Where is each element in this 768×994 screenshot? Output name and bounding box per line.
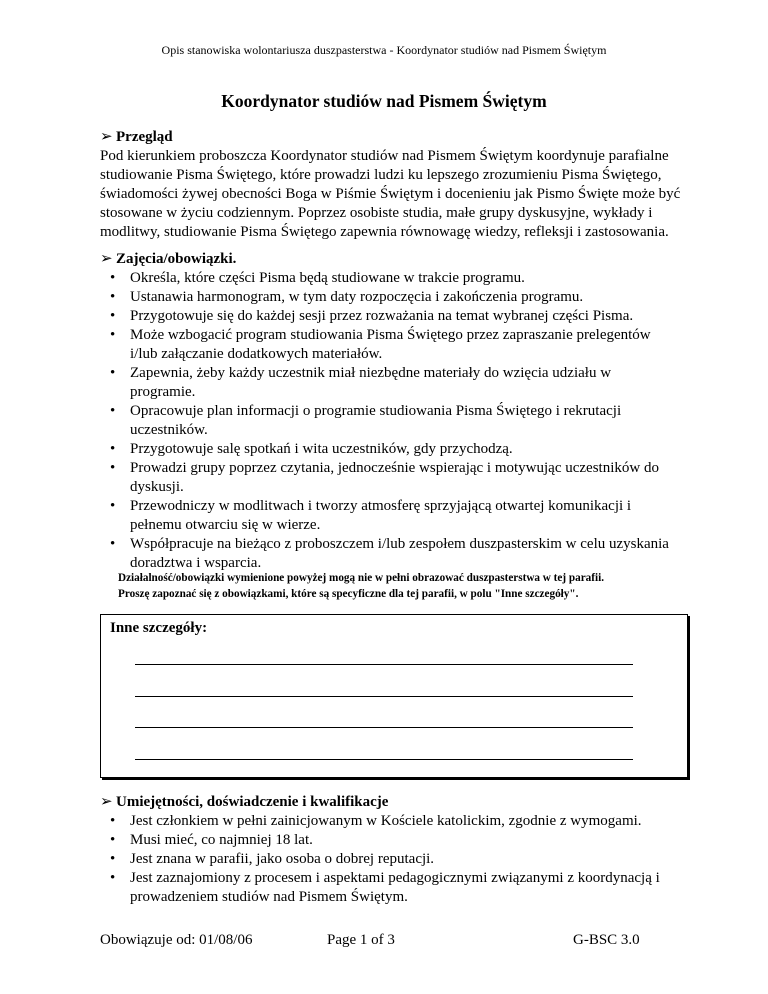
note-line: Proszę zapoznać się z obowiązkami, które są specyficzne dla tej parafii, w polu "Inne szczegóły". <box>118 588 579 600</box>
overview-heading-text: Przegląd <box>116 129 173 145</box>
details-fill-line[interactable] <box>135 664 633 665</box>
list-item: • Musi mieć, co najmniej 18 lat. <box>110 832 313 848</box>
arrow-bullet-icon: ➢ <box>100 129 113 145</box>
footer-effective-date: Obowiązuje od: 01/08/06 <box>100 932 253 948</box>
overview-line: modlitwy, studiowanie Pisma Świętego zapewnia równowagę wiedzy, refleksji i zastosowania. <box>100 224 669 240</box>
bullet-icon: • <box>110 270 116 286</box>
arrow-bullet-icon: ➢ <box>100 251 113 267</box>
other-details-label: Inne szczegóły: <box>110 620 208 636</box>
footer-page-number: Page 1 of 3 <box>327 932 395 948</box>
other-details-box <box>100 614 688 778</box>
arrow-bullet-icon: ➢ <box>100 794 113 810</box>
list-item: • Przygotowuje się do każdej sesji przez rozważania na temat wybranej części Pisma. <box>110 308 634 324</box>
skills-list <box>100 812 690 907</box>
bullet-icon: • <box>110 536 116 552</box>
bullet-icon: • <box>110 308 116 324</box>
list-item: • Jest zaznajomiony z procesem i aspektami pedagogicznymi związanymi z koordynacją i prowadzeniem studiów nad Pismem Świętym. <box>110 870 660 905</box>
overview-line: studiowanie Pisma Świętego, które prowadzi ludzi ku lepszego zrozumieniu Pisma Świętego, <box>100 167 662 183</box>
details-fill-line[interactable] <box>135 696 633 697</box>
list-item: • Współpracuje na bieżąco z proboszczem i/lub zespołem duszpasterskim w celu uzyskania doradztwa i wsparcia. <box>110 536 669 571</box>
bullet-icon: • <box>110 851 116 867</box>
bullet-icon: • <box>110 870 116 886</box>
list-item: • Zapewnia, żeby każdy uczestnik miał niezbędne materiały do wzięcia udziału w programie. <box>110 365 612 400</box>
page-title: Koordynator studiów nad Pismem Świętym <box>221 91 547 111</box>
page-header: Opis stanowiska wolontariusza duszpasterstwa - Koordynator studiów nad Pismem Świętym <box>161 43 607 57</box>
overview-heading <box>100 128 690 147</box>
list-item: • Ustanawia harmonogram, w tym daty rozpoczęcia i zakończenia programu. <box>110 289 584 305</box>
skills-heading <box>100 793 690 812</box>
overview-text <box>100 147 690 242</box>
bullet-icon: • <box>110 813 116 829</box>
bullet-icon: • <box>110 327 116 343</box>
list-item: • Opracowuje plan informacji o programie studiowania Pisma Świętego i rekrutacji uczestników. <box>110 403 622 438</box>
details-fill-line[interactable] <box>135 727 633 728</box>
skills-section <box>100 793 690 907</box>
bullet-icon: • <box>110 460 116 476</box>
bullet-icon: • <box>110 365 116 381</box>
duties-note <box>118 570 698 602</box>
list-item: • Przygotowuje salę spotkań i wita uczestników, gdy przychodzą. <box>110 441 513 457</box>
bullet-icon: • <box>110 403 116 419</box>
bullet-icon: • <box>110 441 116 457</box>
list-item: • Określa, które części Pisma będą studiowane w trakcie programu. <box>110 270 525 286</box>
note-line: Działalność/obowiązki wymienione powyżej mogą nie w pełni obrazować duszpasterstwa w tej parafii. <box>118 572 605 584</box>
duties-section <box>100 250 690 573</box>
duties-list <box>100 269 690 573</box>
duties-heading <box>100 250 690 269</box>
overview-line: świadomości żywej obecności Boga w Piśmie Świętym i docenieniu jak Pismo Święte może być <box>100 186 681 202</box>
skills-heading-text: Umiejętności, doświadczenie i kwalifikacje <box>116 794 389 810</box>
duties-heading-text: Zajęcia/obowiązki. <box>116 251 237 267</box>
bullet-icon: • <box>110 832 116 848</box>
list-item: • Jest członkiem w pełni zainicjowanym w Kościele katolickim, zgodnie z wymogami. <box>110 813 642 829</box>
bullet-icon: • <box>110 498 116 514</box>
list-item: • Prowadzi grupy poprzez czytania, jednocześnie wspierając i motywując uczestników do dyskusji. <box>110 460 659 495</box>
list-item: • Może wzbogacić program studiowania Pisma Świętego przez zapraszanie prelegentów i/lub załączanie dodatkowych materiałów. <box>110 327 651 362</box>
details-fill-line[interactable] <box>135 759 633 760</box>
list-item: • Jest znana w parafii, jako osoba o dobrej reputacji. <box>110 851 435 867</box>
overview-line: stosowane w życiu codziennym. Poprzez osobiste studia, małe grupy dyskusyjne, wykłady i <box>100 205 653 221</box>
bullet-icon: • <box>110 289 116 305</box>
footer-doc-code: G-BSC 3.0 <box>573 932 640 948</box>
list-item: • Przewodniczy w modlitwach i tworzy atmosferę sprzyjającą otwartej komunikacji i pełnemu otwarciu się w wierze. <box>110 498 632 533</box>
overview-section <box>100 128 690 242</box>
overview-line: Pod kierunkiem proboszcza Koordynator studiów nad Pismem Świętym koordynuje parafialne <box>100 148 669 164</box>
